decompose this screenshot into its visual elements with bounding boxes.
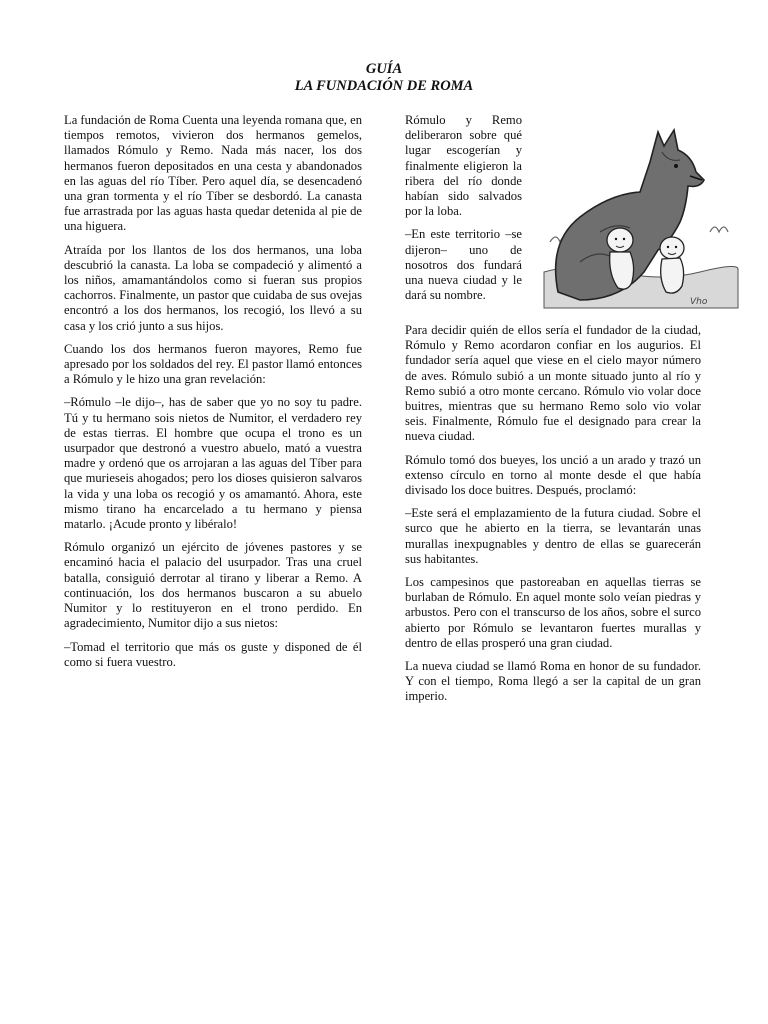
paragraph: –Este será el emplazamiento de la futura ciudad. Sobre el surco que he abierto en la tierra, se levantarán unas murallas inexpugnables y dentro de ellas se guarecerán sus habitantes. [405,506,701,566]
page-title-line-1: GUÍA [365,61,403,77]
illustration-signature: Vho [690,297,708,307]
paragraph: Rómulo y Remo deliberaron sobre qué lugar escogerían y finalmente eligieron la ribera del río donde habían sido salvados por la loba. [405,113,522,219]
paragraph: Rómulo tomó dos bueyes, los unció a un arado y trazó un extenso círculo en torno al monte desde el que había divisado los doce buitres. Después, proclamó: [405,452,701,498]
paragraph: Atraída por los llantos de los dos hermanos, una loba descubrió la canasta. La loba se compadeció y alimentó a los niños, amamantándolos como si fueran sus propios cachorros. Finalmente, un pastor que cuidaba de sus ovejas encontró a los dos hermanos, los recogió, los llevó a su casa y los crió junto a sus hijos. [64,242,362,333]
paragraph: Rómulo organizó un ejército de jóvenes pastores y se encaminó hacia el palacio del usurpador. Tras una cruel batalla, consiguió derrotar al tirano y liberar a Remo. A continuación, los dos hermanos buscaron a su abuelo Numitor y lo restituyeron en el trono perdido. En agradecimiento, Numitor dijo a sus nietos: [64,540,362,631]
wolf-with-twins-illustration [540,122,740,310]
paragraph: –Rómulo –le dijo–, has de saber que yo no soy tu padre. Tú y tu hermano sois nietos de Numitor, el verdadero rey de estas tierras. El hombre que ocupa el trono es un usurpador que destronó a vuestro abuelo, mató a vuestra madre y ordenó que os arrojaran a las aguas del Tíber para que murieseis ahogados; pero los dioses quisieron salvaros la vida y una loba os recogió y os amamantó. Ahora, este mismo tirano ha encarcelado a tu hermano y piensa matarlo. ¡Acude pronto y libéralo! [64,395,362,532]
right-column [405,323,701,713]
paragraph: –Tomad el territorio que más os guste y disponed de él como si fuera vuestro. [64,639,362,669]
paragraph: Cuando los dos hermanos fueron mayores, Remo fue apresado por los soldados del rey. El pastor llamó entonces a Rómulo y le hizo una gran revelación: [64,341,362,387]
paragraph: Los campesinos que pastoreaban en aquellas tierras se burlaban de Rómulo. En aquel monte solo veían piedras y arbustos. Pero con el transcurso de los años, sobre el surco abierto por Rómulo se levantaron fuertes murallas y dentro de ellas prosperó una gran ciudad. [405,575,701,650]
paragraph: Para decidir quién de ellos sería el fundador de la ciudad, Rómulo y Remo acordaron confiar en los augurios. El fundador sería aquel que viese en el cielo mayor número de aves. Rómulo subió a un monte situado junto al río y Remo subió a otro monte cercano. Rómulo vio volar doce buitres, mientras que su hermano Remo solo vio volar seis. Finalmente, Rómulo fue el designado para crear la nueva ciudad. [405,323,701,444]
right-top-text [405,113,522,311]
paragraph: La nueva ciudad se llamó Roma en honor de su fundador. Y con el tiempo, Roma llegó a ser la capital de un gran imperio. [405,659,701,704]
left-column [64,113,362,678]
paragraph: La fundación de Roma Cuenta una leyenda romana que, en tiempos remotos, vivieron dos hermanos gemelos, llamados Rómulo y Remo. Nada más nacer, los dos hermanos fueron depositados en una cesta y abandonados en las aguas del río Tíber. Pero aquel día, se desencadenó una gran tormenta y el río Tíber se desbordó. La canasta fue arrastrada por las aguas hasta quedar detenida al pie de una higuera. [64,113,362,234]
paragraph: –En este territorio –se dijeron– uno de nosotros dos fundará una nueva ciudad y le dará su nombre. [405,227,522,303]
page-title-line-2: LA FUNDACIÓN DE ROMA [294,78,474,94]
